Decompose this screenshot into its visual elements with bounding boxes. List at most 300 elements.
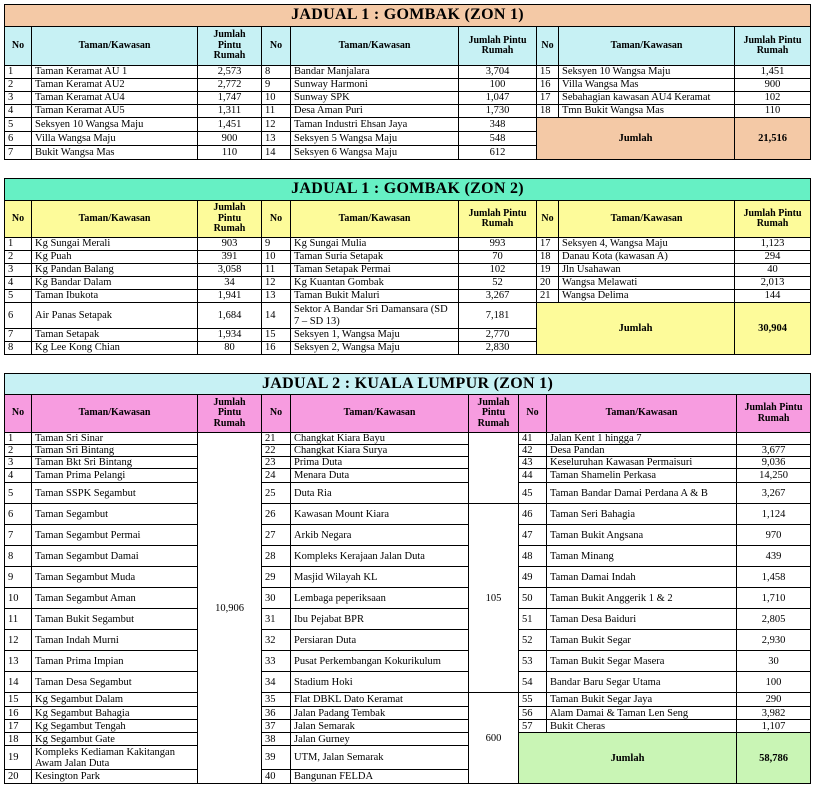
cell-no: 1 xyxy=(5,66,32,79)
table-row xyxy=(5,588,811,609)
cell-no: 38 xyxy=(262,733,291,746)
table-row xyxy=(5,457,811,469)
cell-name: Bangunan FELDA xyxy=(291,770,469,784)
cell-value: 110 xyxy=(735,105,811,118)
cell-no: 46 xyxy=(519,504,547,525)
cell-name: Seksyen 1, Wangsa Maju xyxy=(291,329,459,342)
cell-name: Flat DBKL Dato Keramat xyxy=(291,693,469,707)
cell-name: Taman Keramat AU2 xyxy=(32,79,198,92)
cell-no: 2 xyxy=(5,251,32,264)
cell-no: 3 xyxy=(5,457,32,469)
cell-no: 4 xyxy=(5,277,32,290)
table-row xyxy=(5,525,811,546)
cell-no: 21 xyxy=(262,433,291,445)
cell-value: 903 xyxy=(198,238,262,251)
table-row xyxy=(5,445,811,457)
cell-no: 12 xyxy=(262,277,291,290)
table-title: JADUAL 1 : GOMBAK (ZON 2) xyxy=(5,179,811,201)
cell-value: 3,267 xyxy=(737,483,811,504)
cell-value: 2,930 xyxy=(737,630,811,651)
cell-name: Persiaran Duta xyxy=(291,630,469,651)
table-title: JADUAL 2 : KUALA LUMPUR (ZON 1) xyxy=(5,374,811,395)
cell-no: 23 xyxy=(262,457,291,469)
cell-name: Taman SSPK Segambut xyxy=(32,483,198,504)
cell-no: 41 xyxy=(519,433,547,445)
cell-name: Kompleks Kediaman Kakitangan Awam Jalan Duta xyxy=(32,746,198,770)
cell-value xyxy=(469,433,519,504)
cell-name: Taman Bukit Angsana xyxy=(547,525,737,546)
cell-value: 105 xyxy=(469,504,519,693)
cell-value: 100 xyxy=(459,79,537,92)
cell-no: 10 xyxy=(262,251,291,264)
cell-no: 6 xyxy=(5,303,32,329)
cell-name: Taman Keramat AU5 xyxy=(32,105,198,118)
cell-no: 9 xyxy=(5,567,32,588)
cell-name: Kawasan Mount Kiara xyxy=(291,504,469,525)
cell-name: Taman Damai Indah xyxy=(547,567,737,588)
cell-name: Kg Lee Kong Chian xyxy=(32,342,198,355)
cell-name: Kg Segambut Tengah xyxy=(32,720,198,733)
cell-no: 36 xyxy=(262,707,291,720)
cell-name: Jalan Kent 1 hingga 7 xyxy=(547,433,737,445)
cell-no: 4 xyxy=(5,469,32,483)
jumlah-value: 58,786 xyxy=(737,733,811,784)
table-row xyxy=(5,105,811,118)
header-jumlah: Jumlah Pintu Rumah xyxy=(735,201,811,238)
cell-value: 1,934 xyxy=(198,329,262,342)
cell-value: 10,906 xyxy=(198,433,262,784)
cell-name: Jalan Padang Tembak xyxy=(291,707,469,720)
cell-no: 35 xyxy=(262,693,291,707)
cell-name: Sektor A Bandar Sri Damansara (SD 7 – SD 13) xyxy=(291,303,459,329)
header-jumlah: Jumlah Pintu Rumah xyxy=(198,27,262,66)
cell-value: 1,451 xyxy=(198,118,262,132)
table-row xyxy=(5,92,811,105)
cell-name: Kg Segambut Dalam xyxy=(32,693,198,707)
cell-no: 16 xyxy=(262,342,291,355)
cell-name: Kompleks Kerajaan Jalan Duta xyxy=(291,546,469,567)
cell-value: 102 xyxy=(459,264,537,277)
cell-no: 6 xyxy=(5,504,32,525)
cell-no: 13 xyxy=(5,651,32,672)
cell-no: 26 xyxy=(262,504,291,525)
cell-value: 1,311 xyxy=(198,105,262,118)
cell-value: 900 xyxy=(735,79,811,92)
header-jumlah: Jumlah Pintu Rumah xyxy=(198,201,262,238)
table-row xyxy=(5,483,811,504)
table-row xyxy=(5,66,811,79)
cell-no: 3 xyxy=(5,264,32,277)
table-row xyxy=(5,277,811,290)
table-title: JADUAL 1 : GOMBAK (ZON 1) xyxy=(5,5,811,27)
table-row xyxy=(5,733,811,746)
table-row xyxy=(5,707,811,720)
table-row xyxy=(5,118,811,132)
cell-no: 10 xyxy=(5,588,32,609)
cell-value: 2,013 xyxy=(735,277,811,290)
cell-no: 9 xyxy=(262,79,291,92)
cell-name: Taman Keramat AU4 xyxy=(32,92,198,105)
cell-name: Arkib Negara xyxy=(291,525,469,546)
table-gombak-zon1 xyxy=(4,4,811,160)
header-no: No xyxy=(262,395,291,433)
header-no: No xyxy=(537,27,559,66)
cell-name: Taman Bukit Segar xyxy=(547,630,737,651)
cell-no: 7 xyxy=(5,525,32,546)
table-row xyxy=(5,672,811,693)
cell-name: Prima Duta xyxy=(291,457,469,469)
cell-name: Taman Prima Impian xyxy=(32,651,198,672)
cell-no: 51 xyxy=(519,609,547,630)
cell-name: Alam Damai & Taman Len Seng xyxy=(547,707,737,720)
cell-no: 47 xyxy=(519,525,547,546)
cell-name: Taman Bkt Sri Bintang xyxy=(32,457,198,469)
cell-no: 45 xyxy=(519,483,547,504)
cell-name: Sunway Harmoni xyxy=(291,79,459,92)
cell-value: 7,181 xyxy=(459,303,537,329)
cell-no: 2 xyxy=(5,79,32,92)
cell-value: 2,573 xyxy=(198,66,262,79)
cell-name: Jln Usahawan xyxy=(559,264,735,277)
table-row xyxy=(5,303,811,329)
cell-name: Taman Seri Bahagia xyxy=(547,504,737,525)
header-no: No xyxy=(5,201,32,238)
cell-name: Air Panas Setapak xyxy=(32,303,198,329)
cell-no: 30 xyxy=(262,588,291,609)
cell-no: 11 xyxy=(5,609,32,630)
cell-no: 13 xyxy=(262,290,291,303)
cell-name: Seksyen 2, Wangsa Maju xyxy=(291,342,459,355)
cell-no: 12 xyxy=(5,630,32,651)
table-row xyxy=(5,264,811,277)
cell-name: Bukit Wangsa Mas xyxy=(32,146,198,160)
cell-no: 42 xyxy=(519,445,547,457)
header-taman: Taman/Kawasan xyxy=(291,201,459,238)
table-row xyxy=(5,251,811,264)
table-row xyxy=(5,504,811,525)
cell-value: 14,250 xyxy=(737,469,811,483)
cell-no: 17 xyxy=(537,92,559,105)
cell-name: Taman Minang xyxy=(547,546,737,567)
cell-value: 294 xyxy=(735,251,811,264)
cell-value: 1,710 xyxy=(737,588,811,609)
cell-name: Taman Desa Segambut xyxy=(32,672,198,693)
cell-name: Keseluruhan Kawasan Permaisuri xyxy=(547,457,737,469)
cell-name: Taman Prima Pelangi xyxy=(32,469,198,483)
header-taman: Taman/Kawasan xyxy=(559,201,735,238)
cell-name: Taman Setapak Permai xyxy=(291,264,459,277)
jumlah-label: Jumlah xyxy=(519,733,737,784)
cell-value: 1,684 xyxy=(198,303,262,329)
cell-name: Kg Sungai Merali xyxy=(32,238,198,251)
jumlah-value: 21,516 xyxy=(735,118,811,160)
cell-no: 9 xyxy=(262,238,291,251)
header-jumlah: Jumlah Pintu Rumah xyxy=(469,395,519,433)
cell-name: Menara Duta xyxy=(291,469,469,483)
cell-name: Taman Segambut Permai xyxy=(32,525,198,546)
cell-name: Taman Bukit Segambut xyxy=(32,609,198,630)
header-taman: Taman/Kawasan xyxy=(291,27,459,66)
cell-name: Taman Setapak xyxy=(32,329,198,342)
cell-value: 290 xyxy=(737,693,811,707)
header-no: No xyxy=(537,201,559,238)
cell-name: Ibu Pejabat BPR xyxy=(291,609,469,630)
cell-value: 1,123 xyxy=(735,238,811,251)
cell-no: 16 xyxy=(537,79,559,92)
cell-no: 8 xyxy=(262,66,291,79)
cell-value: 34 xyxy=(198,277,262,290)
header-jumlah: Jumlah Pintu Rumah xyxy=(459,201,537,238)
cell-no: 5 xyxy=(5,118,32,132)
header-jumlah: Jumlah Pintu Rumah xyxy=(737,395,811,433)
header-no: No xyxy=(519,395,547,433)
table-row xyxy=(5,433,811,445)
table-row xyxy=(5,79,811,92)
cell-value: 1,941 xyxy=(198,290,262,303)
cell-value: 439 xyxy=(737,546,811,567)
header-jumlah: Jumlah Pintu Rumah xyxy=(459,27,537,66)
jumlah-value: 30,904 xyxy=(735,303,811,355)
cell-name: Kg Pandan Balang xyxy=(32,264,198,277)
table-row xyxy=(5,290,811,303)
header-taman: Taman/Kawasan xyxy=(32,395,198,433)
cell-value: 900 xyxy=(198,132,262,146)
cell-value: 3,982 xyxy=(737,707,811,720)
cell-no: 50 xyxy=(519,588,547,609)
cell-value: 600 xyxy=(469,693,519,784)
table-kl-zon1 xyxy=(4,373,811,784)
cell-value: 52 xyxy=(459,277,537,290)
cell-name: Kg Bandar Dalam xyxy=(32,277,198,290)
kl-table-body xyxy=(5,433,811,784)
cell-no: 29 xyxy=(262,567,291,588)
cell-name: UTM, Jalan Semarak xyxy=(291,746,469,770)
cell-value: 970 xyxy=(737,525,811,546)
cell-name: Danau Kota (kawasan A) xyxy=(559,251,735,264)
cell-name: Bandar Baru Segar Utama xyxy=(547,672,737,693)
table-row xyxy=(5,546,811,567)
cell-name: Kg Segambut Bahagia xyxy=(32,707,198,720)
table-row xyxy=(5,720,811,733)
cell-name: Taman Indah Murni xyxy=(32,630,198,651)
cell-name: Taman Bandar Damai Perdana A & B xyxy=(547,483,737,504)
header-taman: Taman/Kawasan xyxy=(547,395,737,433)
cell-value: 3,704 xyxy=(459,66,537,79)
cell-no: 7 xyxy=(5,329,32,342)
table-row xyxy=(5,469,811,483)
cell-name: Taman Industri Ehsan Jaya xyxy=(291,118,459,132)
cell-name: Kg Puah xyxy=(32,251,198,264)
header-no: No xyxy=(5,27,32,66)
cell-value: 348 xyxy=(459,118,537,132)
cell-no: 34 xyxy=(262,672,291,693)
header-no: No xyxy=(262,27,291,66)
cell-no: 39 xyxy=(262,746,291,770)
cell-no: 8 xyxy=(5,546,32,567)
cell-name: Lembaga peperiksaan xyxy=(291,588,469,609)
table-row xyxy=(5,238,811,251)
cell-no: 19 xyxy=(5,746,32,770)
cell-value: 70 xyxy=(459,251,537,264)
cell-value: 30 xyxy=(737,651,811,672)
table-row xyxy=(5,609,811,630)
cell-name: Seksyen 5 Wangsa Maju xyxy=(291,132,459,146)
cell-no: 55 xyxy=(519,693,547,707)
cell-value: 2,805 xyxy=(737,609,811,630)
cell-no: 11 xyxy=(262,264,291,277)
cell-name: Tmn Bukit Wangsa Mas xyxy=(559,105,735,118)
cell-value: 100 xyxy=(737,672,811,693)
cell-name: Jalan Semarak xyxy=(291,720,469,733)
jumlah-label: Jumlah xyxy=(537,303,735,355)
cell-value: 1,730 xyxy=(459,105,537,118)
cell-no: 16 xyxy=(5,707,32,720)
cell-name: Masjid Wilayah KL xyxy=(291,567,469,588)
cell-value: 391 xyxy=(198,251,262,264)
cell-value: 144 xyxy=(735,290,811,303)
cell-no: 5 xyxy=(5,290,32,303)
cell-value: 102 xyxy=(735,92,811,105)
cell-no: 44 xyxy=(519,469,547,483)
cell-value: 612 xyxy=(459,146,537,160)
cell-no: 15 xyxy=(262,329,291,342)
cell-name: Changkat Kiara Bayu xyxy=(291,433,469,445)
cell-name: Taman Sri Sinar xyxy=(32,433,198,445)
cell-value: 1,107 xyxy=(737,720,811,733)
cell-name: Desa Aman Puri xyxy=(291,105,459,118)
table-row xyxy=(5,693,811,707)
cell-name: Wangsa Melawati xyxy=(559,277,735,290)
cell-name: Pusat Perkembangan Kokurikulum xyxy=(291,651,469,672)
cell-no: 3 xyxy=(5,92,32,105)
table-row xyxy=(5,567,811,588)
cell-value: 548 xyxy=(459,132,537,146)
cell-no: 20 xyxy=(5,770,32,784)
cell-no: 24 xyxy=(262,469,291,483)
cell-no: 11 xyxy=(262,105,291,118)
cell-no: 15 xyxy=(537,66,559,79)
cell-name: Taman Segambut xyxy=(32,504,198,525)
cell-no: 10 xyxy=(262,92,291,105)
cell-no: 57 xyxy=(519,720,547,733)
cell-no: 33 xyxy=(262,651,291,672)
cell-no: 15 xyxy=(5,693,32,707)
cell-name: Jalan Gurney xyxy=(291,733,469,746)
cell-no: 48 xyxy=(519,546,547,567)
cell-no: 17 xyxy=(5,720,32,733)
header-taman: Taman/Kawasan xyxy=(559,27,735,66)
cell-no: 13 xyxy=(262,132,291,146)
cell-no: 6 xyxy=(5,132,32,146)
cell-no: 53 xyxy=(519,651,547,672)
cell-no: 7 xyxy=(5,146,32,160)
cell-no: 18 xyxy=(537,105,559,118)
header-no: No xyxy=(262,201,291,238)
cell-no: 28 xyxy=(262,546,291,567)
cell-no: 19 xyxy=(537,264,559,277)
cell-no: 1 xyxy=(5,238,32,251)
cell-no: 14 xyxy=(262,146,291,160)
cell-value: 2,770 xyxy=(459,329,537,342)
cell-name: Villa Wangsa Mas xyxy=(559,79,735,92)
cell-value: 3,677 xyxy=(737,445,811,457)
cell-no: 18 xyxy=(537,251,559,264)
table-row xyxy=(5,651,811,672)
cell-value: 110 xyxy=(198,146,262,160)
header-taman: Taman/Kawasan xyxy=(291,395,469,433)
cell-name: Taman Suria Setapak xyxy=(291,251,459,264)
jumlah-label: Jumlah xyxy=(537,118,735,160)
cell-no: 21 xyxy=(537,290,559,303)
cell-name: Seksyen 10 Wangsa Maju xyxy=(559,66,735,79)
table-gombak-zon2 xyxy=(4,178,811,355)
cell-no: 25 xyxy=(262,483,291,504)
cell-name: Taman Ibukota xyxy=(32,290,198,303)
cell-value xyxy=(737,433,811,445)
cell-value: 9,036 xyxy=(737,457,811,469)
cell-value: 40 xyxy=(735,264,811,277)
cell-no: 56 xyxy=(519,707,547,720)
cell-name: Seksyen 4, Wangsa Maju xyxy=(559,238,735,251)
cell-name: Sunway SPK xyxy=(291,92,459,105)
cell-name: Taman Keramat AU 1 xyxy=(32,66,198,79)
cell-no: 20 xyxy=(537,277,559,290)
cell-name: Kg Sungai Mulia xyxy=(291,238,459,251)
cell-value: 2,772 xyxy=(198,79,262,92)
cell-no: 54 xyxy=(519,672,547,693)
cell-value: 1,451 xyxy=(735,66,811,79)
cell-name: Taman Shamelin Perkasa xyxy=(547,469,737,483)
cell-name: Wangsa Delima xyxy=(559,290,735,303)
cell-value: 3,058 xyxy=(198,264,262,277)
cell-no: 17 xyxy=(537,238,559,251)
cell-value: 1,458 xyxy=(737,567,811,588)
cell-no: 2 xyxy=(5,445,32,457)
cell-value: 1,047 xyxy=(459,92,537,105)
cell-value: 3,267 xyxy=(459,290,537,303)
cell-name: Taman Bukit Segar Jaya xyxy=(547,693,737,707)
cell-no: 4 xyxy=(5,105,32,118)
cell-no: 43 xyxy=(519,457,547,469)
header-jumlah: Jumlah Pintu Rumah xyxy=(735,27,811,66)
cell-name: Seksyen 6 Wangsa Maju xyxy=(291,146,459,160)
cell-name: Taman Segambut Damai xyxy=(32,546,198,567)
cell-value: 993 xyxy=(459,238,537,251)
cell-no: 1 xyxy=(5,433,32,445)
cell-name: Duta Ria xyxy=(291,483,469,504)
cell-name: Seksyen 10 Wangsa Maju xyxy=(32,118,198,132)
cell-name: Villa Wangsa Maju xyxy=(32,132,198,146)
cell-no: 31 xyxy=(262,609,291,630)
cell-name: Sebahagian kawasan AU4 Keramat xyxy=(559,92,735,105)
cell-value: 80 xyxy=(198,342,262,355)
cell-name: Taman Bukit Segar Masera xyxy=(547,651,737,672)
cell-no: 37 xyxy=(262,720,291,733)
header-jumlah: Jumlah Pintu Rumah xyxy=(198,395,262,433)
cell-no: 14 xyxy=(262,303,291,329)
cell-no: 12 xyxy=(262,118,291,132)
cell-value: 1,747 xyxy=(198,92,262,105)
cell-name: Changkat Kiara Surya xyxy=(291,445,469,457)
cell-no: 14 xyxy=(5,672,32,693)
cell-name: Taman Bukit Maluri xyxy=(291,290,459,303)
header-no: No xyxy=(5,395,32,433)
table-row xyxy=(5,630,811,651)
cell-name: Taman Bukit Anggerik 1 & 2 xyxy=(547,588,737,609)
cell-name: Stadium Hoki xyxy=(291,672,469,693)
cell-no: 5 xyxy=(5,483,32,504)
header-taman: Taman/Kawasan xyxy=(32,27,198,66)
